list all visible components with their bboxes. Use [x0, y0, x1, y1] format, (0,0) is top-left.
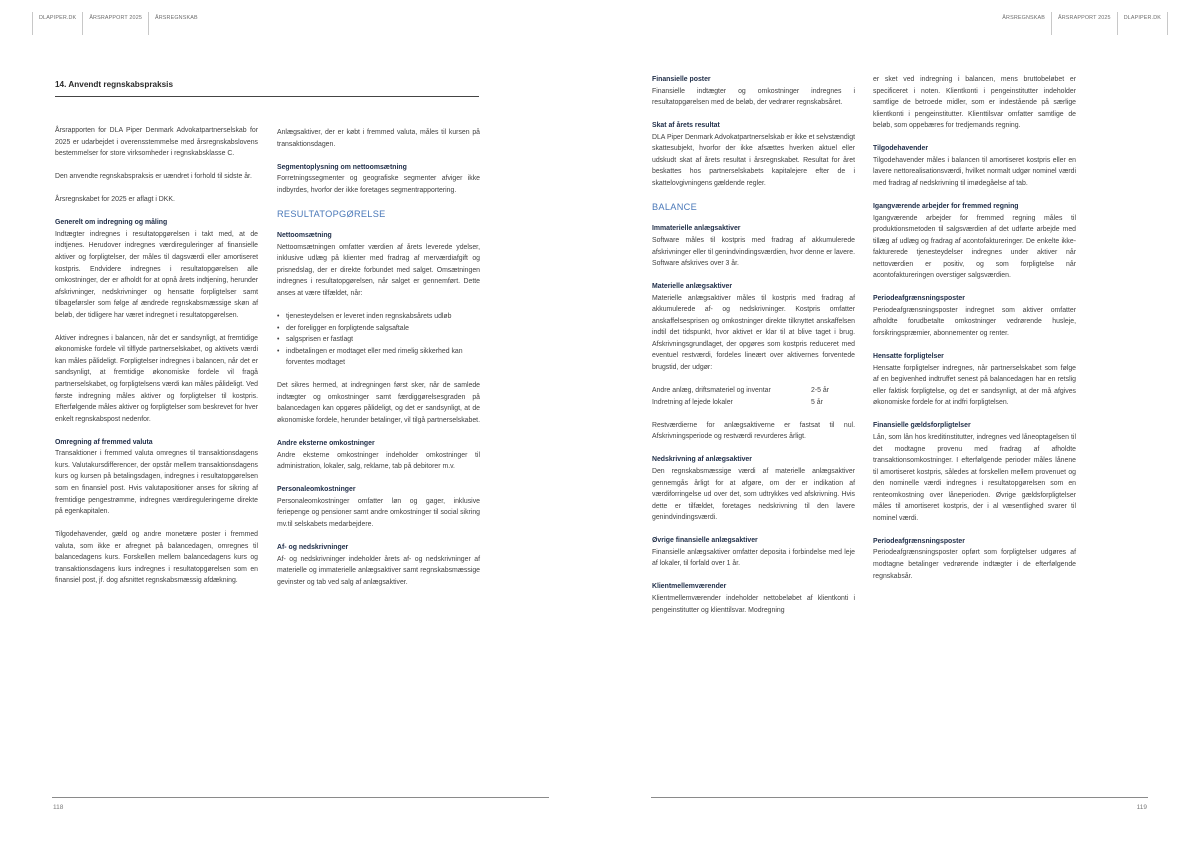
- header-nav-right: [996, 12, 1168, 35]
- subheading: Personaleomkostninger: [277, 486, 356, 494]
- section-title: 14. Anvendt regnskabspraksis: [55, 80, 479, 97]
- subheading: Nettoomsætning: [277, 232, 332, 240]
- subheading: Skat af årets resultat: [652, 122, 720, 130]
- subheading: Igangværende arbejder for fremmed regning: [873, 203, 1019, 211]
- paragraph: Periodeafgrænsningsposter indregnet som aktiver omfatter afholdte forudbetalte omkostninger vedrørende husleje, forsikringspræmier, abonnementer og renter.: [873, 306, 1076, 338]
- list-item: • indbetalingen er modtaget eller med rimelig sikkerhed kan forventes modtaget: [277, 346, 480, 369]
- paragraph: Nettoomsætningen omfatter værdien af årets leverede ydelser, inklusive udlæg på klienter med fradrag af merværdiafgift og prisnedslag, der er direkte forbundet med salget. Omsætningen indregnes i resultatopgørelsen, når salget er gennemført. Dette anses at være tilfældet, når:: [277, 243, 480, 298]
- useful-life-value: 5 år: [811, 398, 823, 406]
- useful-life-label: Andre anlæg, driftsmateriel og inventar: [652, 387, 771, 395]
- bullet-list: [277, 311, 480, 369]
- paragraph: er sket ved indregning i balancen, mens bruttobeløbet er specificeret i noten. Klientkonti i pengeinstitutter indeholder samtlige de betroede midler, som er indestående på særlige klientkonti i pengeinstitutter. Klienttilsvar omfatter samtlige de beløb, som oppebæres for tredjemands regning.: [873, 76, 1076, 130]
- paragraph: Forretningssegmenter og geografiske segmenter afviger ikke indbyrdes, hvorfor der ikke foretages segmentrapportering.: [277, 175, 480, 194]
- nav-link-dlapiper[interactable]: DLAPIPER.DK: [1118, 12, 1168, 35]
- subheading: Finansielle poster: [652, 76, 711, 83]
- useful-life-value: 2-5 år: [811, 387, 830, 395]
- useful-life-row: [652, 385, 855, 397]
- subheading: Segmentoplysning om nettoomsætning: [277, 163, 407, 171]
- subheading: Finansielle gældsforpligtelser: [873, 422, 971, 430]
- section-heading: BALANCE: [652, 202, 697, 213]
- page-number-right: 119: [1136, 804, 1147, 811]
- paragraph: Af- og nedskrivninger indeholder årets af- og nedskrivninger af materielle og immaterielle anlægsaktiver samt regnskabsmæssige gevinster og tab ved salg af anlægsaktiver.: [277, 555, 480, 586]
- nav-link-arsregnskab[interactable]: ÅRSREGNSKAB: [996, 12, 1052, 35]
- paragraph: Årsrapporten for DLA Piper Denmark Advokatpartnerselskab for 2025 er udarbejdet i overensstemmelse med årsregnskabslovens bestemmelser for store virksomheder i regnskabsklasse C.: [55, 127, 258, 158]
- paragraph: Tilgodehavender, gæld og andre monetære poster i fremmed valuta, som ikke er afregnet på balancedagen, omregnes til balancedagens kurs. Forskellen mellem balancedagens kurs og transaktionsdagens kurs indregnes i resultatopgørelsen som en finansiel post, jf. dog afsnittet regnskabsmæssig afdækning.: [55, 531, 258, 585]
- column-3: [652, 74, 855, 616]
- header-nav-left: [32, 12, 204, 35]
- paragraph: Restværdierne for anlægsaktiverne er fastsat til nul. Afskrivningsperiode og restværdi revurderes årligt.: [652, 421, 855, 441]
- paragraph: DLA Piper Denmark Advokatpartnerselskab er ikke et selvstændigt skattesubjekt, hvorfor der ikke afsættes hverken aktuel eller udskudt skat af årets resultat i årsregnskabet. Resultat for året beskattes hos partnerselskabets kapitalejere efter de i skattelovgivningens gældende regler.: [652, 133, 855, 187]
- paragraph: Materielle anlægsaktiver måles til kostpris med fradrag af akkumulerede af- og nedskrivninger. Kostpris omfatter anskaffelsesprisen og omkostninger direkte tilknyttet anskaffelsen indtil det tidspunkt, hvor aktivet er klar til at blive taget i brug. Afskrivningsgrundlaget, der opgøres som kostpris reduceret med eventuel restværdi, fordeles lineært over aktivernes forventede brugstid, der udgør:: [652, 294, 855, 372]
- list-item: • salgsprisen er fastlagt: [277, 334, 480, 346]
- paragraph: Lån, som lån hos kreditinstitutter, indregnes ved låneoptagelsen til det modtagne provenu med fradrag af afholdte transaktionsomkostninger. I efterfølgende perioder måles lånene til amortiseret kostpris, således at forskellen mellem provenuet og den nominelle værdi indregnes i resultatopgørelsen som en renteomkostning over låneperioden. Øvrige gældsforpligtelser måles til amortiseret kostpris, der i al væsentlighed svarer til nominel værdi.: [873, 433, 1076, 522]
- paragraph: Indtægter indregnes i resultatopgørelsen i takt med, at de indtjenes. Herudover indregnes værdireguleringer af finansielle aktiver og forpligtelser, der måles til dagsværdi eller amortiseret kostpris. Endvidere indregnes i resultatopgørelsen alle omkostninger, der er afholdt for at opnå årets indtjening, herunder afskrivninger, nedskrivninger og hensatte forpligtelser samt tilbageførsler som følge af ændrede regnskabsmæssige skøn af beløb, der tidligere har været indregnet i resultatopgørelsen.: [55, 230, 258, 319]
- paragraph: Tilgodehavender måles i balancen til amortiseret kostpris eller en lavere nettorealisationsværdi, hvilket normalt udgør nominel værdi med fradrag af nedskrivning til imødegåelse af tab.: [873, 156, 1076, 187]
- paragraph: Det sikres hermed, at indregningen først sker, når de samlede indtægter og omkostninger samt færdiggørelsesgraden på balancedagen kan opgøres pålideligt, og det er sandsynligt, at de økonomiske fordele, herunder betalinger, vil tilgå partnerselskabet.: [277, 382, 481, 425]
- nav-link-arsrapport[interactable]: ÅRSRAPPORT 2025: [1052, 12, 1118, 35]
- nav-link-dlapiper[interactable]: DLAPIPER.DK: [32, 12, 82, 35]
- section-heading: RESULTATOPGØRELSE: [277, 209, 386, 220]
- subheading: Øvrige finansielle anlægsaktiver: [652, 537, 758, 545]
- nav-link-arsregnskab[interactable]: ÅRSREGNSKAB: [148, 12, 204, 35]
- subheading: Hensatte forpligtelser: [873, 353, 944, 361]
- useful-life-row: [652, 397, 855, 409]
- column-4: [873, 74, 1076, 594]
- paragraph: Software måles til kostpris med fradrag af akkumulerede afskrivninger eller til genindvindingsværdien, hvor denne er lavere. Software afskrives over 3 år.: [652, 237, 855, 268]
- paragraph: Transaktioner i fremmed valuta omregnes til transaktionsdagens kurs. Valutakursdifferencer, der opstår mellem transaktionsdagens kurs og kursen på betalingsdagen, indregnes i resultatopgørelsen som en finansiel post. Hvis valutapositioner anses for sikring af fremtidige pengestrømme, indregnes værdireguleringerne direkte på egenkapitalen.: [55, 450, 258, 516]
- nav-link-arsrapport[interactable]: ÅRSRAPPORT 2025: [82, 12, 148, 35]
- paragraph: Igangværende arbejder for fremmed regning måles til produktionsmetoden til salgsværdien af det udførte arbejde med tillæg af udlæg og fradrag af acontofaktureringer. De enkelte ikke-fakturerede tjenesteydelser indregnes under aktiver når nettoværdien er positiv, og som forpligtelse når acontofaktureringen overstiger salgsværdien.: [873, 214, 1076, 280]
- subheading: Materielle anlægsaktiver: [652, 283, 733, 291]
- footer-rule-left: [52, 797, 549, 798]
- subheading: Omregning af fremmed valuta: [55, 438, 153, 446]
- subheading: Andre eksterne omkostninger: [277, 440, 375, 448]
- subheading: Generelt om indregning og måling: [55, 219, 168, 227]
- paragraph: Aktiver indregnes i balancen, når det er sandsynligt, at fremtidige økonomiske fordele vil tilflyde partnerselskabet, og aktivets værdi kan måles pålideligt. Forpligtelser indregnes i balancen, når det er sandsynligt, at fremtidige økonomiske fordele vil fragå partnerselskabet, og forpligtelsens værdi kan måles pålideligt. Ved første indregning måles aktiver og forpligtelser til kostpris. Efterfølgende måles aktiver og forpligtelser som beskrevet for hver enkelt regnskabspost nedenfor.: [55, 334, 258, 423]
- paragraph: Den anvendte regnskabspraksis er uændret i forhold til sidste år.: [55, 173, 252, 181]
- subheading: Immaterielle anlægsaktiver: [652, 225, 741, 233]
- paragraph: Anlægsaktiver, der er købt i fremmed valuta, måles til kursen på transaktionsdagen.: [277, 129, 480, 148]
- paragraph: Årsregnskabet for 2025 er aflagt i DKK.: [55, 196, 175, 204]
- paragraph: Klientmellemværender indeholder nettobeløbet af klientkonti i pengeinstitutter og klienttilsvar. Modregning: [652, 594, 855, 614]
- paragraph: Hensatte forpligtelser indregnes, når partnerselskabet som følge af en begivenhed indtruffet senest på balancedagen har en retslig eller faktisk forpligtelse, og det er sandsynligt, at der må afgives økonomiske fordele for at indfri forpligtelsen.: [873, 364, 1076, 407]
- footer-rule-right: [651, 797, 1148, 798]
- subheading: Periodeafgrænsningsposter: [873, 537, 965, 545]
- paragraph: Finansielle indtægter og omkostninger indregnes i resultatopgørelsen med de beløb, der vedrører regnskabsåret.: [652, 87, 855, 107]
- column-2: [277, 127, 480, 600]
- paragraph: Den regnskabsmæssige værdi af materielle anlægsaktiver gennemgås årligt for at afgøre, om der er indikation af værdiforringelse ud over det, som udtrykkes ved afskrivning. Hvis dette er tilfældet, foretages nedskrivning til den lavere genindvindingsværdi.: [652, 467, 855, 522]
- subheading: Nedskrivning af anlægsaktiver: [652, 456, 752, 464]
- subheading: Periodeafgrænsningsposter: [873, 295, 965, 303]
- subheading: Klientmellemværender: [652, 583, 727, 591]
- subheading: Tilgodehavender: [873, 145, 929, 153]
- list-item: • tjenesteydelsen er leveret inden regnskabsårets udløb: [277, 311, 480, 323]
- column-1: [55, 125, 258, 598]
- useful-life-label: Indretning af lejede lokaler: [652, 398, 733, 406]
- paragraph: Periodeafgrænsningsposter opført som forpligtelser udgøres af modtagne betalinger vedrørende indtægter i de efterfølgende regnskabsår.: [873, 549, 1076, 580]
- paragraph: Andre eksterne omkostninger indeholder omkostninger til administration, lokaler, salg, reklame, tab på debitorer m.v.: [277, 451, 480, 471]
- paragraph: Finansielle anlægsaktiver omfatter deposita i forbindelse med leje af lokaler, til forfald over 1 år.: [652, 548, 855, 568]
- page-number-left: 118: [53, 804, 64, 811]
- list-item: • der foreligger en forpligtende salgsaftale: [277, 323, 480, 335]
- paragraph: Personaleomkostninger omfatter løn og gager, inklusive feriepenge og pensioner samt andre omkostninger til social sikring mv.til selskabets medarbejdere.: [277, 497, 480, 528]
- subheading: Af- og nedskrivninger: [277, 544, 349, 552]
